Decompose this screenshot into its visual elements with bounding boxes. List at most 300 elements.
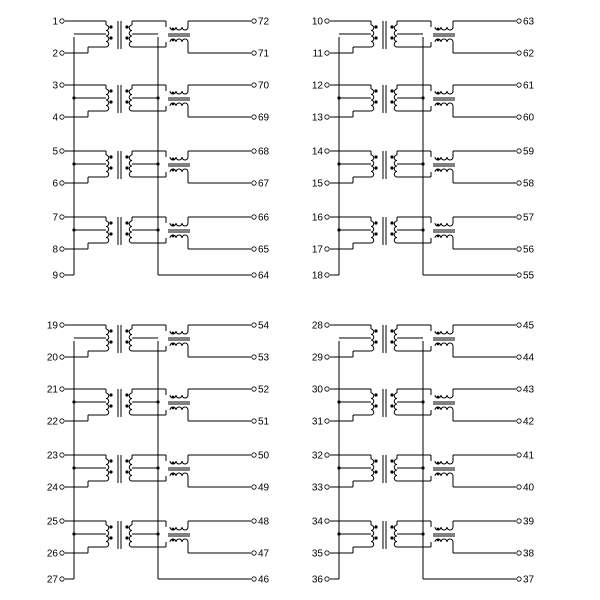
pin-terminal <box>325 577 329 581</box>
polarity-dot <box>374 232 377 235</box>
pin-label-left: 5 <box>52 146 58 158</box>
primary-winding <box>106 525 109 547</box>
polarity-dot <box>109 155 112 158</box>
polarity-dot <box>109 470 112 473</box>
polarity-dot <box>374 25 377 28</box>
pin-label-left: 35 <box>311 548 323 560</box>
pin-label-left: 19 <box>46 320 58 332</box>
pin-terminal <box>325 83 329 87</box>
transformer-block-1 <box>52 17 269 282</box>
polarity-dot <box>374 525 377 528</box>
junction-dot <box>72 532 75 535</box>
pin-label-left: 27 <box>46 574 58 586</box>
polarity-dot <box>390 89 393 92</box>
polarity-dot <box>437 343 440 346</box>
polarity-dot <box>109 525 112 528</box>
polarity-dot <box>109 232 112 235</box>
pin-terminal <box>252 387 256 391</box>
pin-label-left: 12 <box>311 80 323 92</box>
pin-terminal <box>325 19 329 23</box>
pin-label-right: 45 <box>523 320 535 332</box>
pin-label-right: 67 <box>258 178 270 190</box>
polarity-dot <box>125 536 128 539</box>
primary-winding <box>106 25 109 47</box>
pin-label-left: 15 <box>311 178 323 190</box>
polarity-dot <box>172 539 175 542</box>
pin-label-left: 23 <box>46 450 58 462</box>
pin-terminal <box>517 355 521 359</box>
polarity-dot <box>390 155 393 158</box>
pin-label-right: 64 <box>258 270 270 282</box>
polarity-dot <box>125 329 128 332</box>
polarity-dot <box>172 158 175 161</box>
pin-terminal <box>517 485 521 489</box>
pin-terminal <box>60 19 64 23</box>
pin-terminal <box>252 19 256 23</box>
pin-terminal <box>517 551 521 555</box>
polarity-dot <box>172 462 175 465</box>
pin-terminal <box>325 323 329 327</box>
pin-label-right: 47 <box>258 548 270 560</box>
pin-label-left: 16 <box>311 212 323 224</box>
polarity-dot <box>374 155 377 158</box>
pin-terminal <box>252 419 256 423</box>
pin-label-left: 25 <box>46 516 58 528</box>
pin-terminal <box>60 453 64 457</box>
primary-winding <box>371 329 374 351</box>
secondary-winding <box>394 329 397 351</box>
pin-terminal <box>517 149 521 153</box>
pin-label-left: 4 <box>52 112 58 124</box>
secondary-winding <box>394 459 397 481</box>
pin-label-right: 43 <box>523 384 535 396</box>
pin-terminal <box>325 355 329 359</box>
pin-label-right: 59 <box>523 146 535 158</box>
polarity-dot <box>172 169 175 172</box>
pin-terminal <box>517 83 521 87</box>
pin-label-right: 51 <box>258 416 270 428</box>
pin-terminal <box>517 181 521 185</box>
pin-terminal <box>60 215 64 219</box>
polarity-dot <box>437 158 440 161</box>
pin-label-right: 69 <box>258 112 270 124</box>
junction-dot <box>156 400 159 403</box>
pin-terminal <box>60 181 64 185</box>
pin-label-right: 72 <box>258 16 270 28</box>
pin-terminal <box>517 323 521 327</box>
junction-dot <box>156 466 159 469</box>
transformer-block-3 <box>47 321 270 586</box>
junction-dot <box>72 162 75 165</box>
secondary-winding <box>394 221 397 243</box>
secondary-winding <box>129 525 132 547</box>
pin-label-right: 42 <box>523 416 535 428</box>
pin-terminal <box>60 149 64 153</box>
pin-label-left: 21 <box>46 384 58 396</box>
pin-terminal <box>252 453 256 457</box>
pin-label-right: 48 <box>258 516 270 528</box>
pin-terminal <box>517 273 521 277</box>
pin-label-right: 40 <box>523 482 535 494</box>
polarity-dot <box>374 329 377 332</box>
pin-label-left: 31 <box>311 416 323 428</box>
pin-terminal <box>60 419 64 423</box>
pin-terminal <box>517 115 521 119</box>
junction-dot <box>156 162 159 165</box>
pin-terminal <box>60 387 64 391</box>
pin-label-left: 28 <box>311 320 323 332</box>
polarity-dot <box>109 340 112 343</box>
pin-terminal <box>325 149 329 153</box>
polarity-dot <box>437 224 440 227</box>
pin-terminal <box>252 577 256 581</box>
pin-label-left: 29 <box>311 352 323 364</box>
pin-terminal <box>60 115 64 119</box>
pin-terminal <box>60 51 64 55</box>
transformer-block-4 <box>312 321 535 586</box>
polarity-dot <box>390 404 393 407</box>
pin-terminal <box>60 551 64 555</box>
polarity-dot <box>109 536 112 539</box>
junction-dot <box>337 466 340 469</box>
pin-terminal <box>517 51 521 55</box>
polarity-dot <box>390 166 393 169</box>
pin-label-left: 13 <box>311 112 323 124</box>
polarity-dot <box>437 103 440 106</box>
polarity-dot <box>109 329 112 332</box>
primary-winding <box>106 221 109 243</box>
junction-dot <box>72 400 75 403</box>
polarity-dot <box>125 404 128 407</box>
pin-label-right: 60 <box>523 112 535 124</box>
pin-label-right: 55 <box>523 270 535 282</box>
pin-terminal <box>325 247 329 251</box>
pin-label-right: 62 <box>523 48 535 60</box>
polarity-dot <box>374 393 377 396</box>
primary-winding <box>106 155 109 177</box>
junction-dot <box>421 532 424 535</box>
polarity-dot <box>374 459 377 462</box>
pin-terminal <box>517 387 521 391</box>
secondary-winding <box>129 459 132 481</box>
pin-terminal <box>325 181 329 185</box>
primary-winding <box>106 459 109 481</box>
polarity-dot <box>125 221 128 224</box>
polarity-dot <box>374 221 377 224</box>
pin-label-right: 56 <box>523 244 535 256</box>
secondary-winding <box>129 25 132 47</box>
pin-label-right: 46 <box>258 574 270 586</box>
polarity-dot <box>172 528 175 531</box>
pin-label-right: 49 <box>258 482 270 494</box>
junction-dot <box>421 96 424 99</box>
pin-terminal <box>252 551 256 555</box>
pin-terminal <box>252 83 256 87</box>
pin-label-right: 65 <box>258 244 270 256</box>
junction-dot <box>421 466 424 469</box>
polarity-dot <box>437 528 440 531</box>
polarity-dot <box>125 100 128 103</box>
polarity-dot <box>437 539 440 542</box>
junction-dot <box>337 228 340 231</box>
pin-label-right: 63 <box>523 16 535 28</box>
pin-label-right: 44 <box>523 352 535 364</box>
polarity-dot <box>374 166 377 169</box>
polarity-dot <box>437 39 440 42</box>
polarity-dot <box>172 396 175 399</box>
primary-winding <box>371 89 374 111</box>
pin-terminal <box>60 273 64 277</box>
pin-terminal <box>60 485 64 489</box>
pin-label-right: 54 <box>258 320 270 332</box>
pin-terminal <box>517 453 521 457</box>
pin-label-right: 57 <box>523 212 535 224</box>
pin-terminal <box>325 419 329 423</box>
pin-terminal <box>325 453 329 457</box>
polarity-dot <box>172 343 175 346</box>
junction-dot <box>156 228 159 231</box>
polarity-dot <box>437 462 440 465</box>
pin-terminal <box>252 51 256 55</box>
pin-label-right: 66 <box>258 212 270 224</box>
pin-label-left: 3 <box>52 80 58 92</box>
secondary-winding <box>394 25 397 47</box>
junction-dot <box>337 532 340 535</box>
pin-terminal <box>60 83 64 87</box>
polarity-dot <box>390 329 393 332</box>
pin-label-right: 52 <box>258 384 270 396</box>
polarity-dot <box>109 393 112 396</box>
pin-label-left: 20 <box>46 352 58 364</box>
polarity-dot <box>109 89 112 92</box>
pin-terminal <box>517 247 521 251</box>
polarity-dot <box>109 404 112 407</box>
polarity-dot <box>374 100 377 103</box>
pin-terminal <box>252 115 256 119</box>
junction-dot <box>156 96 159 99</box>
primary-winding <box>371 525 374 547</box>
pin-label-right: 68 <box>258 146 270 158</box>
pin-label-left: 17 <box>311 244 323 256</box>
junction-dot <box>72 96 75 99</box>
polarity-dot <box>390 340 393 343</box>
pin-label-left: 24 <box>46 482 58 494</box>
polarity-dot <box>125 459 128 462</box>
pin-label-left: 33 <box>311 482 323 494</box>
primary-winding <box>371 25 374 47</box>
polarity-dot <box>374 340 377 343</box>
polarity-dot <box>437 169 440 172</box>
primary-winding <box>371 459 374 481</box>
polarity-dot <box>437 407 440 410</box>
polarity-dot <box>374 404 377 407</box>
transformer-block-2 <box>312 17 535 282</box>
pin-terminal <box>60 577 64 581</box>
primary-winding <box>371 155 374 177</box>
pin-terminal <box>325 387 329 391</box>
polarity-dot <box>390 232 393 235</box>
polarity-dot <box>172 473 175 476</box>
pin-label-left: 14 <box>311 146 323 158</box>
polarity-dot <box>125 525 128 528</box>
polarity-dot <box>437 235 440 238</box>
pin-label-left: 32 <box>311 450 323 462</box>
pin-label-left: 6 <box>52 178 58 190</box>
pin-terminal <box>252 247 256 251</box>
pin-label-left: 22 <box>46 416 58 428</box>
pin-terminal <box>252 519 256 523</box>
pin-label-right: 58 <box>523 178 535 190</box>
secondary-winding <box>394 525 397 547</box>
pin-label-left: 26 <box>46 548 58 560</box>
polarity-dot <box>125 155 128 158</box>
pin-terminal <box>252 485 256 489</box>
secondary-winding <box>394 89 397 111</box>
pin-terminal <box>252 215 256 219</box>
pin-terminal <box>517 419 521 423</box>
pin-label-right: 53 <box>258 352 270 364</box>
polarity-dot <box>390 470 393 473</box>
polarity-dot <box>390 393 393 396</box>
junction-dot <box>337 400 340 403</box>
polarity-dot <box>437 28 440 31</box>
junction-dot <box>72 466 75 469</box>
polarity-dot <box>125 393 128 396</box>
polarity-dot <box>172 103 175 106</box>
pin-terminal <box>325 519 329 523</box>
polarity-dot <box>374 36 377 39</box>
secondary-winding <box>129 329 132 351</box>
pin-label-left: 18 <box>311 270 323 282</box>
pin-label-left: 7 <box>52 212 58 224</box>
polarity-dot <box>390 525 393 528</box>
pin-label-left: 30 <box>311 384 323 396</box>
pin-terminal <box>517 19 521 23</box>
polarity-dot <box>125 232 128 235</box>
pin-terminal <box>325 485 329 489</box>
pin-terminal <box>325 215 329 219</box>
pin-terminal <box>60 323 64 327</box>
secondary-winding <box>129 155 132 177</box>
pin-label-right: 41 <box>523 450 535 462</box>
junction-dot <box>421 162 424 165</box>
polarity-dot <box>390 459 393 462</box>
pin-terminal <box>325 115 329 119</box>
polarity-dot <box>109 36 112 39</box>
polarity-dot <box>172 224 175 227</box>
polarity-dot <box>374 89 377 92</box>
polarity-dot <box>374 536 377 539</box>
polarity-dot <box>437 92 440 95</box>
junction-dot <box>421 400 424 403</box>
secondary-winding <box>394 155 397 177</box>
pin-terminal <box>252 355 256 359</box>
pin-terminal <box>517 577 521 581</box>
secondary-winding <box>129 221 132 243</box>
pin-terminal <box>60 355 64 359</box>
primary-winding <box>371 221 374 243</box>
pin-label-left: 1 <box>52 16 58 28</box>
pin-label-left: 34 <box>311 516 323 528</box>
polarity-dot <box>109 459 112 462</box>
polarity-dot <box>437 396 440 399</box>
junction-dot <box>72 228 75 231</box>
pin-label-right: 70 <box>258 80 270 92</box>
junction-dot <box>156 532 159 535</box>
pin-label-right: 39 <box>523 516 535 528</box>
polarity-dot <box>172 407 175 410</box>
primary-winding <box>106 89 109 111</box>
pin-terminal <box>517 215 521 219</box>
polarity-dot <box>125 166 128 169</box>
pin-label-left: 2 <box>52 48 58 60</box>
polarity-dot <box>125 470 128 473</box>
polarity-dot <box>125 25 128 28</box>
pin-terminal <box>325 273 329 277</box>
pin-label-right: 61 <box>523 80 535 92</box>
pin-label-right: 38 <box>523 548 535 560</box>
polarity-dot <box>390 221 393 224</box>
polarity-dot <box>109 221 112 224</box>
pin-terminal <box>252 273 256 277</box>
pin-label-left: 10 <box>311 16 323 28</box>
pin-label-right: 37 <box>523 574 535 586</box>
pin-terminal <box>60 247 64 251</box>
junction-dot <box>421 228 424 231</box>
polarity-dot <box>172 235 175 238</box>
pin-terminal <box>325 51 329 55</box>
polarity-dot <box>437 473 440 476</box>
polarity-dot <box>437 332 440 335</box>
primary-winding <box>106 329 109 351</box>
junction-dot <box>337 162 340 165</box>
pin-terminal <box>252 323 256 327</box>
pin-label-left: 36 <box>311 574 323 586</box>
pin-terminal <box>252 149 256 153</box>
polarity-dot <box>109 166 112 169</box>
polarity-dot <box>172 332 175 335</box>
junction-dot <box>337 96 340 99</box>
polarity-dot <box>390 100 393 103</box>
secondary-winding <box>129 393 132 415</box>
pin-label-left: 8 <box>52 244 58 256</box>
secondary-winding <box>129 89 132 111</box>
polarity-dot <box>172 39 175 42</box>
pin-label-right: 71 <box>258 48 270 60</box>
primary-winding <box>106 393 109 415</box>
polarity-dot <box>390 25 393 28</box>
polarity-dot <box>125 340 128 343</box>
polarity-dot <box>125 89 128 92</box>
polarity-dot <box>125 36 128 39</box>
primary-winding <box>371 393 374 415</box>
pin-label-left: 9 <box>52 270 58 282</box>
polarity-dot <box>390 36 393 39</box>
pin-terminal <box>325 551 329 555</box>
polarity-dot <box>172 92 175 95</box>
pin-label-right: 50 <box>258 450 270 462</box>
polarity-dot <box>390 536 393 539</box>
pin-terminal <box>252 181 256 185</box>
polarity-dot <box>109 25 112 28</box>
polarity-dot <box>109 100 112 103</box>
pin-terminal <box>517 519 521 523</box>
pin-label-left: 11 <box>312 48 323 60</box>
pin-terminal <box>60 519 64 523</box>
polarity-dot <box>172 28 175 31</box>
secondary-winding <box>394 393 397 415</box>
polarity-dot <box>374 470 377 473</box>
